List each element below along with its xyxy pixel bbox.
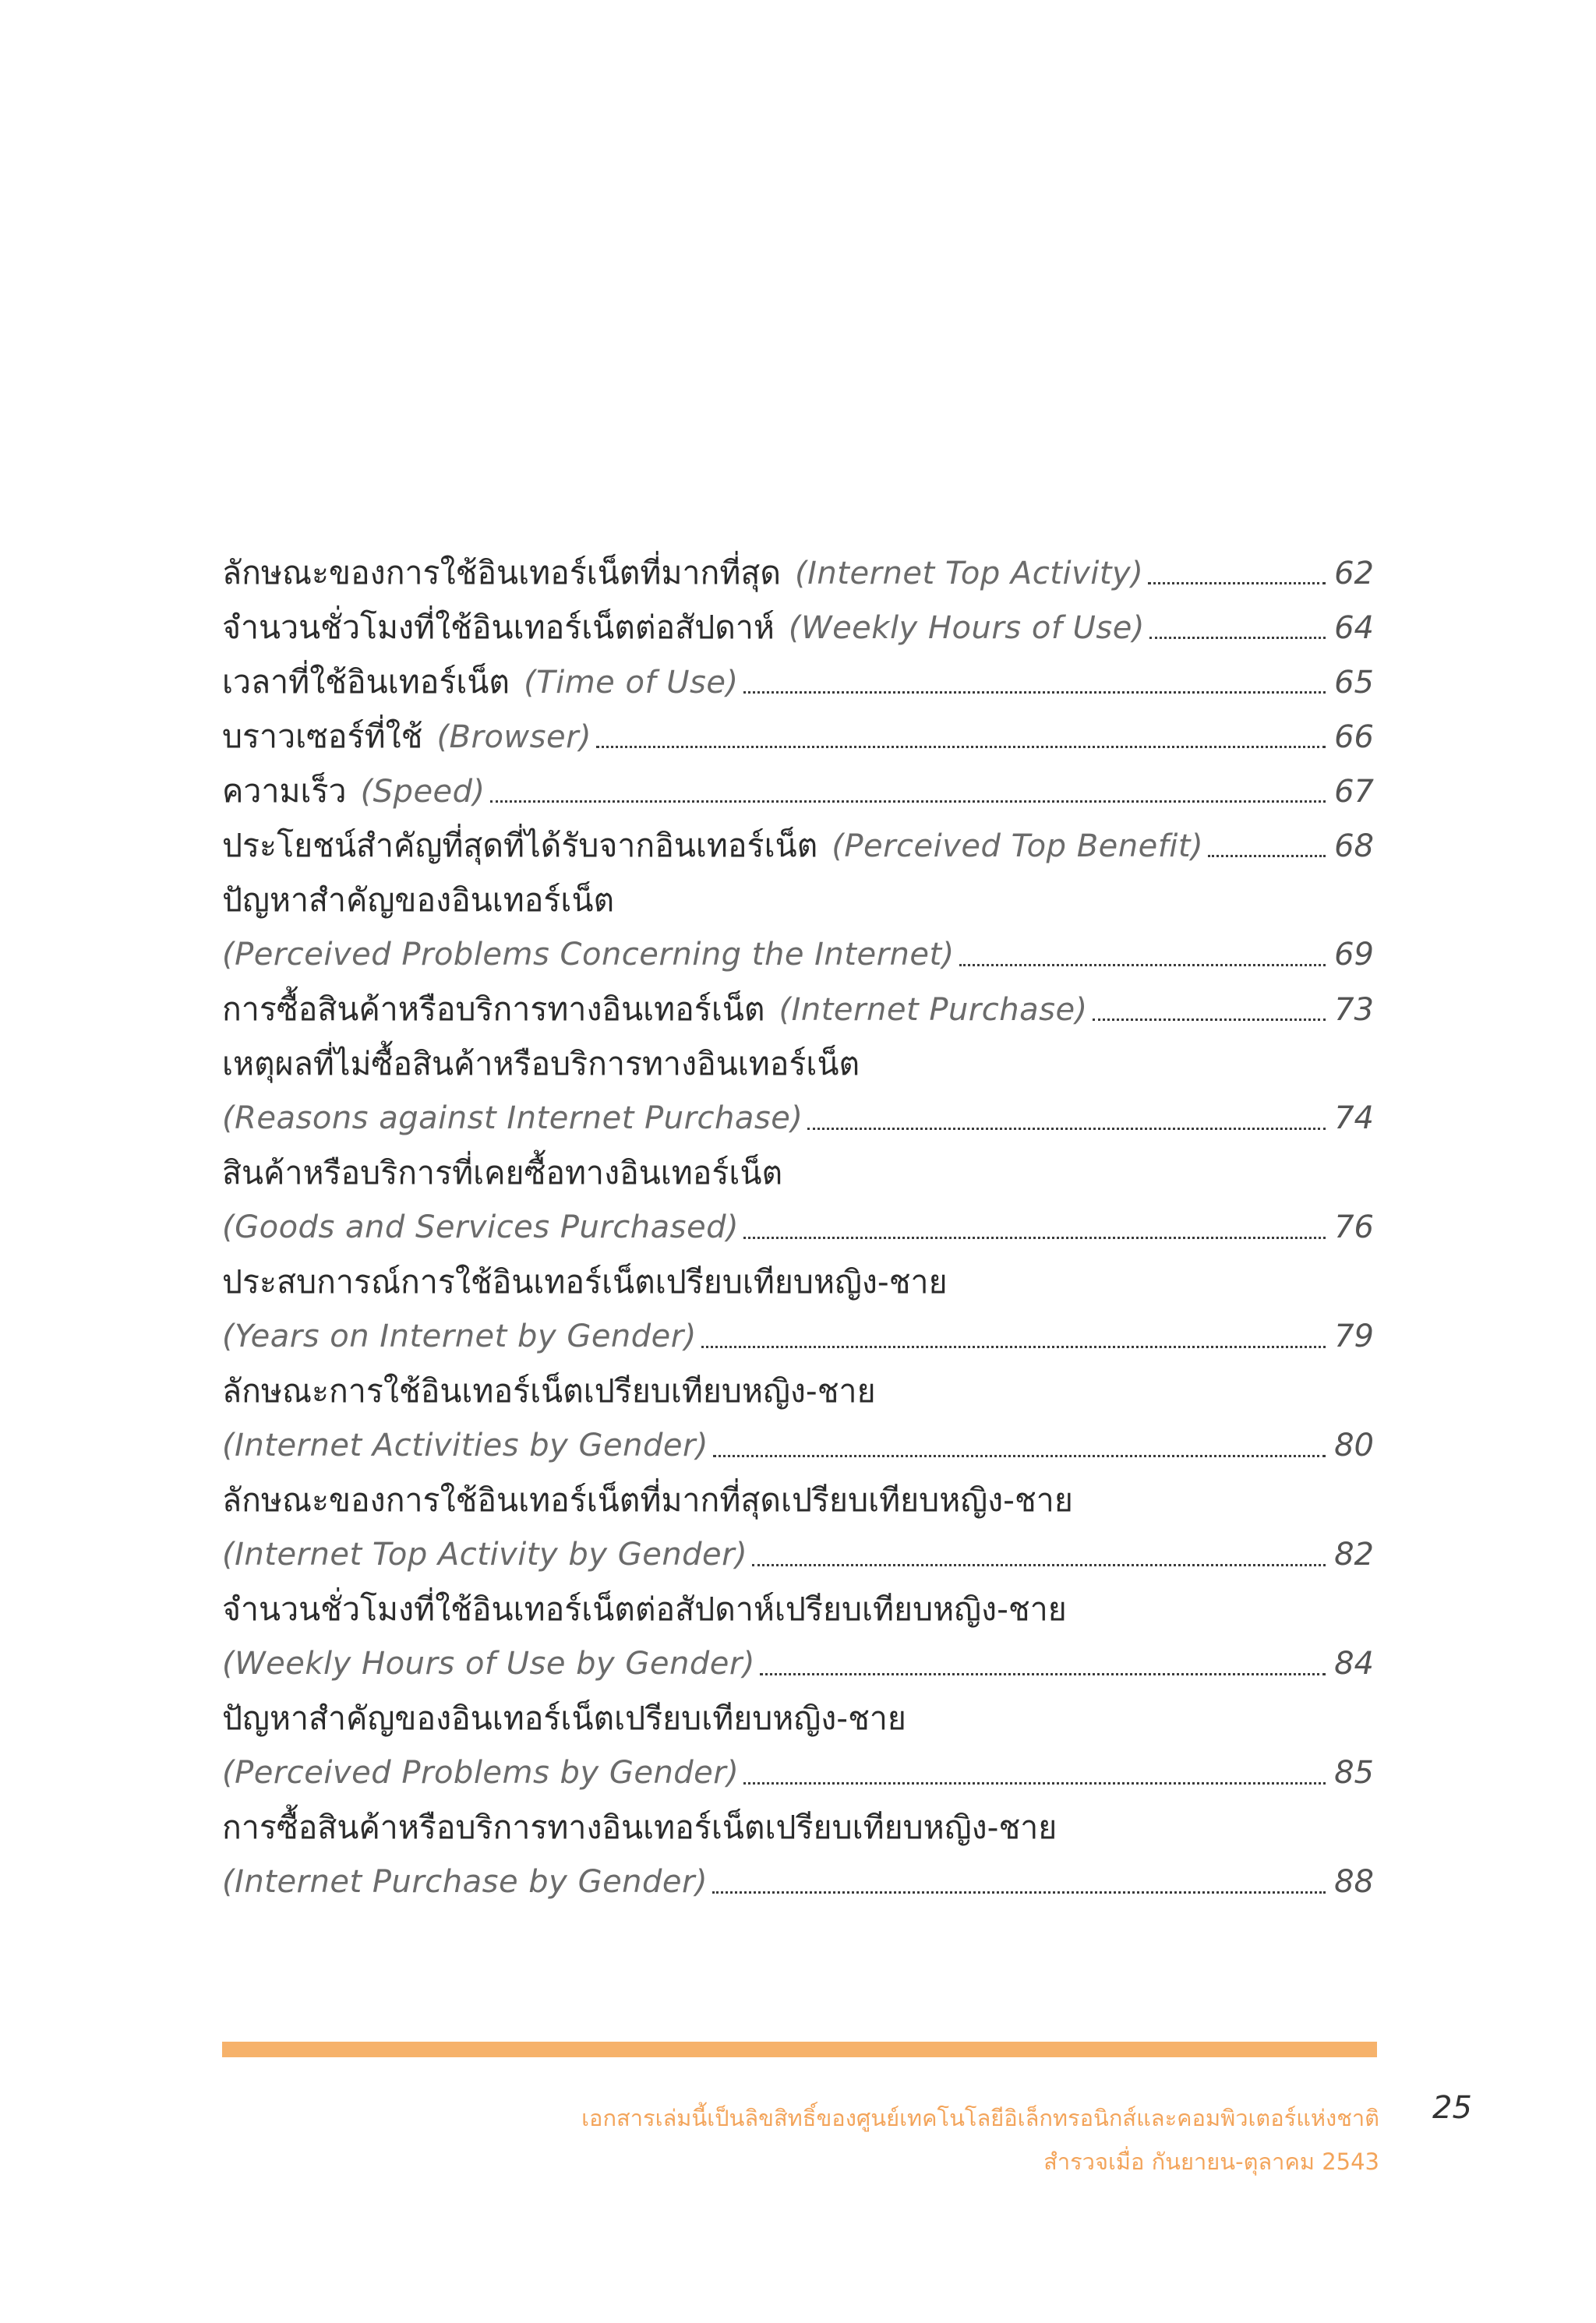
toc-entry-thai-title: บราวเซอร์ที่ใช้ <box>222 718 423 755</box>
toc-entry-english-title: (Internet Purchase) <box>779 992 1088 1028</box>
dot-leader <box>760 1673 1326 1675</box>
toc-entry[interactable] <box>222 927 1374 982</box>
dot-leader <box>1149 637 1326 639</box>
toc-entry-thai-title: ประสบการณ์การใช้อินเทอร์เน็ตเปรียบเทียบหญิง-ชาย <box>222 1263 948 1301</box>
toc-entry-thai-title: ลักษณะการใช้อินเทอร์เน็ตเปรียบเทียบหญิง-ชาย <box>222 1372 876 1410</box>
toc-entry-page-number: 69 <box>1334 937 1374 973</box>
toc-entry-thai-title: เวลาที่ใช้อินเทอร์เน็ต <box>222 663 510 701</box>
toc-entry-english-title: (Internet Purchase by Gender) <box>222 1864 708 1900</box>
toc-entry-english-title: (Weekly Hours of Use) <box>788 610 1145 646</box>
toc-entry-thai-title: เหตุผลที่ไม่ซื้อสินค้าหรือบริการทางอินเทอร์เน็ต <box>222 1045 860 1082</box>
dot-leader <box>752 1564 1326 1566</box>
toc-entry[interactable] <box>222 655 1374 709</box>
toc-entry-thai-title: ปัญหาสำคัญของอินเทอร์เน็ต <box>222 881 615 919</box>
toc-entry-thai-title: ความเร็ว <box>222 772 347 810</box>
toc-entry-page-number: 79 <box>1334 1319 1374 1354</box>
footer-divider <box>222 2042 1377 2057</box>
toc-entry-heading[interactable] <box>222 1036 1374 1091</box>
dot-leader <box>596 746 1326 748</box>
toc-entry-english-title: (Weekly Hours of Use by Gender) <box>222 1646 755 1682</box>
toc-entry-page-number: 84 <box>1334 1646 1374 1682</box>
toc-entry-page-number: 80 <box>1334 1428 1374 1463</box>
toc-entry-page-number: 73 <box>1334 992 1374 1028</box>
toc-entry-thai-title: การซื้อสินค้าหรือบริการทางอินเทอร์เน็ต <box>222 990 765 1028</box>
dot-leader <box>743 1237 1326 1239</box>
toc-entry[interactable] <box>222 1746 1374 1800</box>
toc-entry-page-number: 74 <box>1334 1100 1374 1136</box>
toc-entry-english-title: (Internet Activities by Gender) <box>222 1428 709 1463</box>
toc-entry-page-number: 88 <box>1334 1864 1374 1900</box>
toc-entry-heading[interactable] <box>222 1255 1374 1309</box>
toc-entry[interactable] <box>222 1855 1374 1909</box>
toc-entry-heading[interactable] <box>222 1691 1374 1746</box>
toc-entry-thai-title: จำนวนชั่วโมงที่ใช้อินเทอร์เน็ตต่อสัปดาห์ <box>222 609 775 646</box>
toc-entry-page-number: 85 <box>1334 1755 1374 1791</box>
toc-entry[interactable] <box>222 709 1374 764</box>
toc-entry-thai-title: ปัญหาสำคัญของอินเทอร์เน็ตเปรียบเทียบหญิง-ชาย <box>222 1700 906 1737</box>
toc-entry-thai-title: การซื้อสินค้าหรือบริการทางอินเทอร์เน็ตเปรียบเทียบหญิง-ชาย <box>222 1809 1058 1846</box>
toc-entry-page-number: 66 <box>1334 719 1374 755</box>
toc-entry-heading[interactable] <box>222 1800 1374 1855</box>
toc-entry-page-number: 62 <box>1334 556 1374 591</box>
toc-entry-english-title: (Perceived Top Benefit) <box>832 828 1204 864</box>
toc-entry-page-number: 82 <box>1334 1537 1374 1573</box>
dot-leader <box>712 1891 1326 1894</box>
toc-entry-english-title: (Time of Use) <box>524 665 739 701</box>
toc-entry-english-title: (Internet Top Activity) <box>795 556 1144 591</box>
toc-entry-english-title: (Perceived Problems by Gender) <box>222 1755 740 1791</box>
toc-entry-heading[interactable] <box>222 1146 1374 1200</box>
toc-entry-english-title: (Internet Top Activity by Gender) <box>222 1537 748 1573</box>
dot-leader <box>743 1782 1326 1785</box>
toc-entry-page-number: 65 <box>1334 665 1374 701</box>
dot-leader <box>701 1346 1326 1348</box>
toc-entry[interactable] <box>222 600 1374 655</box>
toc-entry-page-number: 68 <box>1334 828 1374 864</box>
dot-leader <box>1093 1019 1326 1021</box>
toc-entry-english-title: (Perceived Problems Concerning the Internet) <box>222 937 955 973</box>
toc-entry-page-number: 67 <box>1334 774 1374 810</box>
toc-entry-english-title: (Goods and Services Purchased) <box>222 1209 740 1245</box>
toc-entry-english-title: (Reasons against Internet Purchase) <box>222 1100 803 1136</box>
toc-entry-page-number: 64 <box>1334 610 1374 646</box>
footer-copyright-line: เอกสารเล่มนี้เป็นลิขสิทธิ์ของศูนย์เทคโนโลยีอิเล็กทรอนิกส์และคอมพิวเตอร์แห่งชาติ <box>581 2105 1379 2131</box>
footer-survey-date: สำรวจเมื่อ กันยายน-ตุลาคม 2543 <box>1043 2148 1379 2175</box>
toc-entry[interactable] <box>222 1418 1374 1473</box>
toc-entry-thai-title: จำนวนชั่วโมงที่ใช้อินเทอร์เน็ตต่อสัปดาห์เปรียบเทียบหญิง-ชาย <box>222 1590 1067 1628</box>
toc-entry[interactable] <box>222 982 1374 1036</box>
toc-entry-thai-title: สินค้าหรือบริการที่เคยซื้อทางอินเทอร์เน็ต <box>222 1154 783 1192</box>
dot-leader <box>713 1455 1326 1457</box>
toc-entry-heading[interactable] <box>222 1473 1374 1527</box>
toc-entry[interactable] <box>222 545 1374 600</box>
toc-entry[interactable] <box>222 1200 1374 1255</box>
page-number: 25 <box>1432 2090 1472 2126</box>
table-of-contents <box>222 545 1374 1909</box>
toc-entry-heading[interactable] <box>222 1582 1374 1636</box>
toc-entry-heading[interactable] <box>222 873 1374 927</box>
toc-entry-heading[interactable] <box>222 1364 1374 1418</box>
dot-leader <box>1208 855 1326 857</box>
dot-leader <box>807 1128 1326 1130</box>
toc-entry-english-title: (Years on Internet by Gender) <box>222 1319 697 1354</box>
toc-entry[interactable] <box>222 818 1374 873</box>
toc-entry-english-title: (Speed) <box>360 774 486 810</box>
dot-leader <box>490 800 1326 803</box>
dot-leader <box>959 964 1326 966</box>
dot-leader <box>743 691 1326 694</box>
toc-entry-thai-title: ลักษณะของการใช้อินเทอร์เน็ตที่มากที่สุดเปรียบเทียบหญิง-ชาย <box>222 1481 1073 1519</box>
toc-entry-page-number: 76 <box>1334 1209 1374 1245</box>
footer-copyright <box>581 2096 1379 2184</box>
toc-entry[interactable] <box>222 764 1374 818</box>
toc-entry[interactable] <box>222 1636 1374 1691</box>
toc-entry[interactable] <box>222 1309 1374 1364</box>
toc-entry-thai-title: ประโยชน์สำคัญที่สุดที่ได้รับจากอินเทอร์เน็ต <box>222 827 818 864</box>
toc-entry[interactable] <box>222 1091 1374 1146</box>
toc-entry-thai-title: ลักษณะของการใช้อินเทอร์เน็ตที่มากที่สุด <box>222 554 781 591</box>
dot-leader <box>1148 582 1326 584</box>
toc-entry[interactable] <box>222 1527 1374 1582</box>
toc-entry-english-title: (Browser) <box>436 719 592 755</box>
